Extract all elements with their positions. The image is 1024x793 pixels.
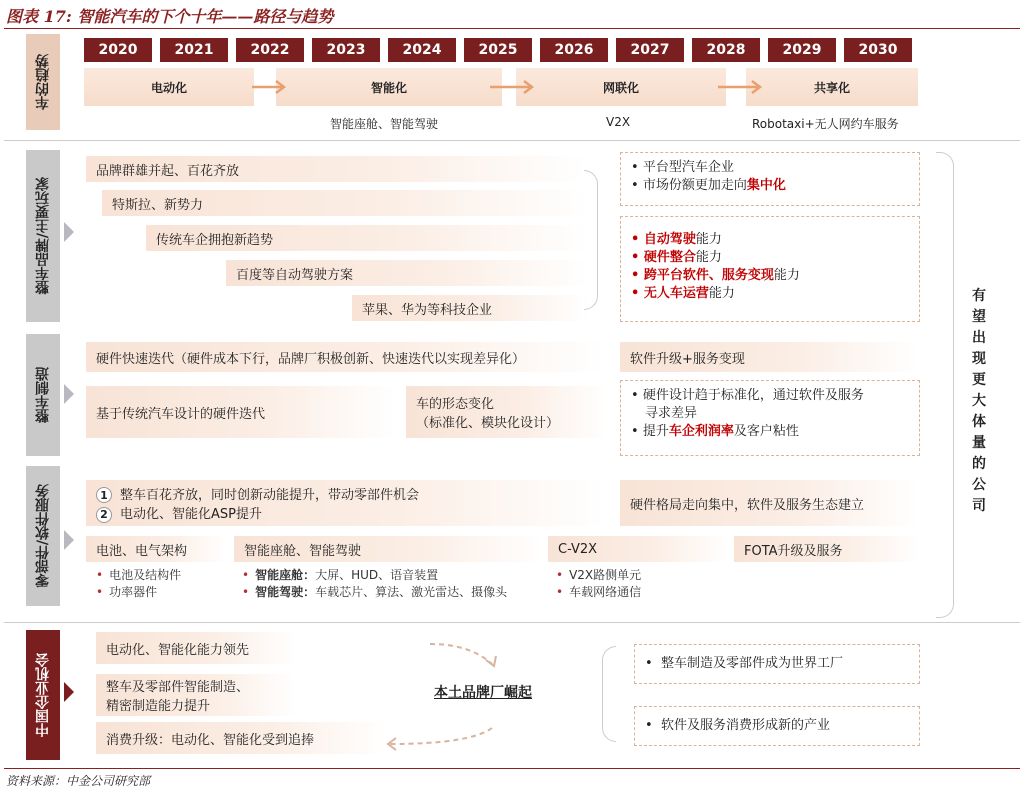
year-2024: 2024: [388, 38, 456, 62]
platform-box: • 平台型汽车企业 • 市场份额更加走向集中化: [620, 152, 920, 206]
pointer-triangle: [64, 530, 74, 550]
mfg-row1: 硬件快速迭代（硬件成本下行，品牌厂积极创新、快速迭代以实现差异化）: [86, 342, 606, 372]
mfg-row1-right: 软件升级+服务变现: [620, 342, 920, 372]
sub-connected: V2X: [606, 115, 631, 129]
divider: [4, 140, 1020, 141]
parts-drivers: 1 整车百花齐放，同时创新动能提升，带动零部件机会 2 电动化、智能化ASP提升: [86, 480, 606, 526]
source-note: 资料来源：中金公司研究部: [6, 774, 151, 788]
side-label-china: 中国企业机会: [26, 630, 60, 760]
pointer-triangle: [64, 682, 74, 702]
stage-shared: 共享化: [746, 68, 918, 106]
flow-arrows: [370, 630, 530, 760]
cat-cv2x: C-V2X: [548, 536, 728, 562]
year-2027: 2027: [616, 38, 684, 62]
year-2028: 2028: [692, 38, 760, 62]
stage-electric: 电动化: [84, 68, 254, 106]
conclusion-brace: [936, 152, 954, 618]
detail-cv2x: • V2X路侧单元 • 车载网络通信: [556, 568, 642, 599]
year-2025: 2025: [464, 38, 532, 62]
player-step-1: 品牌群雄并起、百花齐放: [86, 156, 586, 182]
china-b: 整车及零部件智能制造、 精密制造能力提升: [96, 674, 296, 716]
player-step-5: 苹果、华为等科技企业: [352, 295, 588, 321]
cat-battery: 电池、电气架构: [86, 536, 226, 562]
player-step-3: 传统车企拥抱新趋势: [146, 225, 588, 251]
china-r1: • 整车制造及零部件成为世界工厂: [634, 644, 920, 684]
player-step-2: 特斯拉、新势力: [102, 190, 588, 216]
sub-shared: Robotaxi+无人网约车服务: [752, 117, 899, 131]
cat-smart: 智能座舱、智能驾驶: [234, 536, 544, 562]
mfg-box: • 硬件设计趋于标准化，通过软件及服务 寻求差异 • 提升车企利润率及客户粘性: [620, 380, 920, 456]
capability-box: • 自动驾驶能力 • 硬件整合能力 • 跨平台软件、服务变现能力 • 无人车运营能力: [620, 216, 920, 322]
bottom-rule: [4, 768, 1020, 769]
year-2029: 2029: [768, 38, 836, 62]
divider: [4, 622, 1020, 623]
china-a: 电动化、智能化能力领先: [96, 632, 296, 664]
side-label-trend: 车的趋势: [26, 34, 60, 130]
stage-arrows: [0, 0, 1024, 120]
parts-right: 硬件格局走向集中，软件及服务生态建立: [620, 480, 920, 526]
pointer-triangle: [64, 384, 74, 404]
china-center: 本土品牌厂崛起: [434, 685, 532, 701]
china-r2: • 软件及服务消费形成新的产业: [634, 706, 920, 746]
year-2020: 2020: [84, 38, 152, 62]
mfg-row2: 基于传统汽车设计的硬件迭代: [86, 386, 396, 438]
pointer-triangle: [64, 222, 74, 242]
cat-fota: FOTA升级及服务: [734, 536, 920, 562]
side-label-parts: 零部件/软件服务: [26, 466, 60, 606]
mfg-form-change: 车的形态变化 （标准化、模块化设计）: [406, 386, 606, 438]
sub-intelligent: 智能座舱、智能驾驶: [330, 117, 439, 131]
stage-connected: 网联化: [516, 68, 726, 106]
year-2030: 2030: [844, 38, 912, 62]
year-2022: 2022: [236, 38, 304, 62]
brace: [584, 170, 598, 310]
left-brace: [602, 646, 616, 742]
conclusion-text: 有望出现更大体量的公司: [972, 288, 986, 514]
figure-title: 图表 17: 智能汽车的下个十年——路径与趋势: [6, 7, 334, 26]
year-2026: 2026: [540, 38, 608, 62]
detail-battery: • 电池及结构件 • 功率器件: [96, 568, 182, 599]
china-c: 消费升级：电动化、智能化受到追捧: [96, 722, 386, 754]
side-label-players: 整车品牌/主要玩家: [26, 150, 60, 322]
detail-smart: • 智能座舱：大屏、HUD、语音装置 • 智能驾驶：车载芯片、算法、激光雷达、摄像头: [242, 568, 508, 599]
year-2021: 2021: [160, 38, 228, 62]
stage-intelligent: 智能化: [276, 68, 502, 106]
year-2023: 2023: [312, 38, 380, 62]
side-label-mfg: 整车制造: [26, 334, 60, 456]
player-step-4: 百度等自动驾驶方案: [226, 260, 588, 286]
